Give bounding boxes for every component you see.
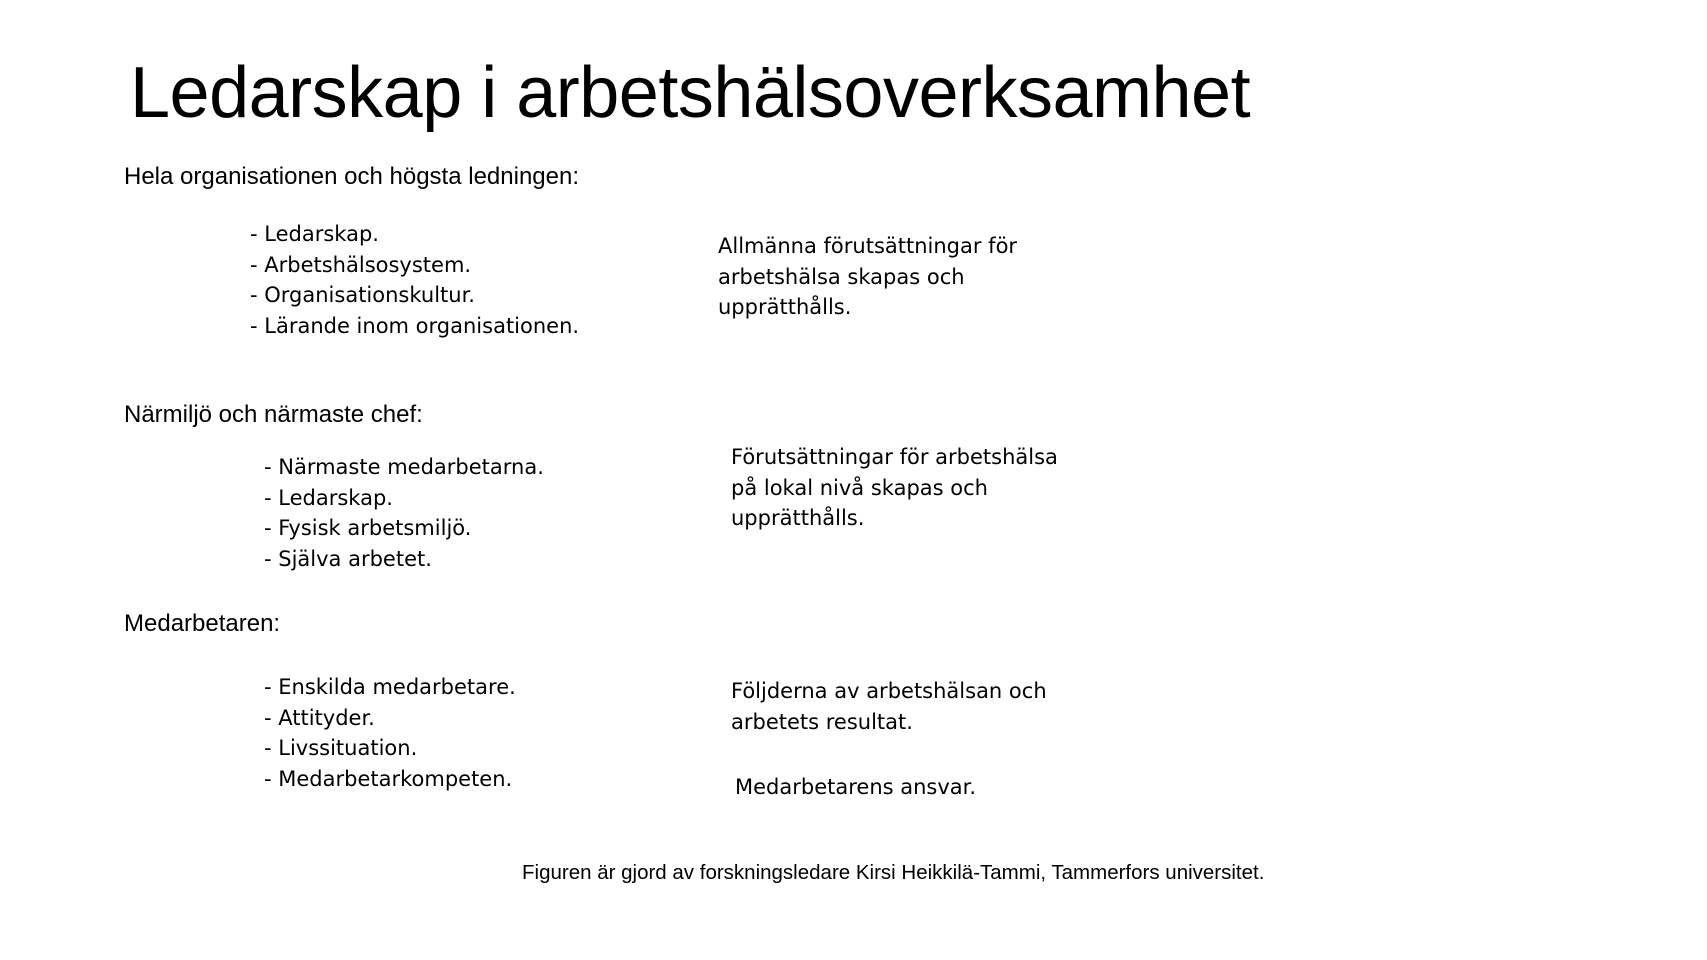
- list-employee: [264, 672, 516, 794]
- list-item: - Själva arbetet.: [264, 546, 432, 571]
- description-line: upprätthålls.: [731, 506, 865, 530]
- employee-responsibility-note: [735, 772, 976, 803]
- description-line: Allmänna förutsättningar för: [718, 234, 1018, 258]
- description-employee: [731, 676, 1047, 737]
- list-item: - Livssituation.: [264, 736, 418, 760]
- list-item: - Närmaste medarbetarna.: [264, 455, 544, 479]
- description-line: arbetets resultat.: [731, 709, 913, 734]
- list-item: - Ledarskap.: [264, 485, 393, 510]
- list-item: - Medarbetarkompeten.: [264, 766, 513, 791]
- description-organization: [718, 231, 1017, 323]
- figure-credit: Figuren är gjord av forskningsledare Kirsi Heikkilä-Tammi, Tammerfors universitet.: [522, 861, 1265, 884]
- list-item: - Lärande inom organisationen.: [250, 313, 580, 338]
- note-line: Medarbetarens ansvar.: [735, 775, 977, 799]
- section-heading-employee: Medarbetaren:: [124, 610, 281, 637]
- list-local-environment: [264, 452, 544, 574]
- description-line: arbetshälsa skapas och: [718, 264, 965, 289]
- list-item: - Ledarskap.: [250, 222, 379, 246]
- slide-title: Ledarskap i arbetshälsoverksamhet: [130, 53, 1251, 133]
- description-line: på lokal nivå skapas och: [731, 475, 988, 500]
- list-item: - Arbetshälsosystem.: [250, 252, 472, 277]
- description-line: Förutsättningar för arbetshälsa: [731, 445, 1058, 469]
- list-item: - Fysisk arbetsmiljö.: [264, 516, 472, 540]
- section-heading-local-environment: Närmiljö och närmaste chef:: [124, 401, 423, 428]
- list-organization: [250, 219, 579, 341]
- list-item: - Organisationskultur.: [250, 283, 475, 307]
- list-item: - Attityder.: [264, 705, 375, 730]
- description-local-environment: [731, 442, 1058, 534]
- description-line: upprätthålls.: [718, 295, 852, 319]
- description-line: Följderna av arbetshälsan och: [731, 679, 1047, 703]
- section-heading-organization: Hela organisationen och högsta ledningen:: [124, 163, 580, 190]
- list-item: - Enskilda medarbetare.: [264, 675, 516, 699]
